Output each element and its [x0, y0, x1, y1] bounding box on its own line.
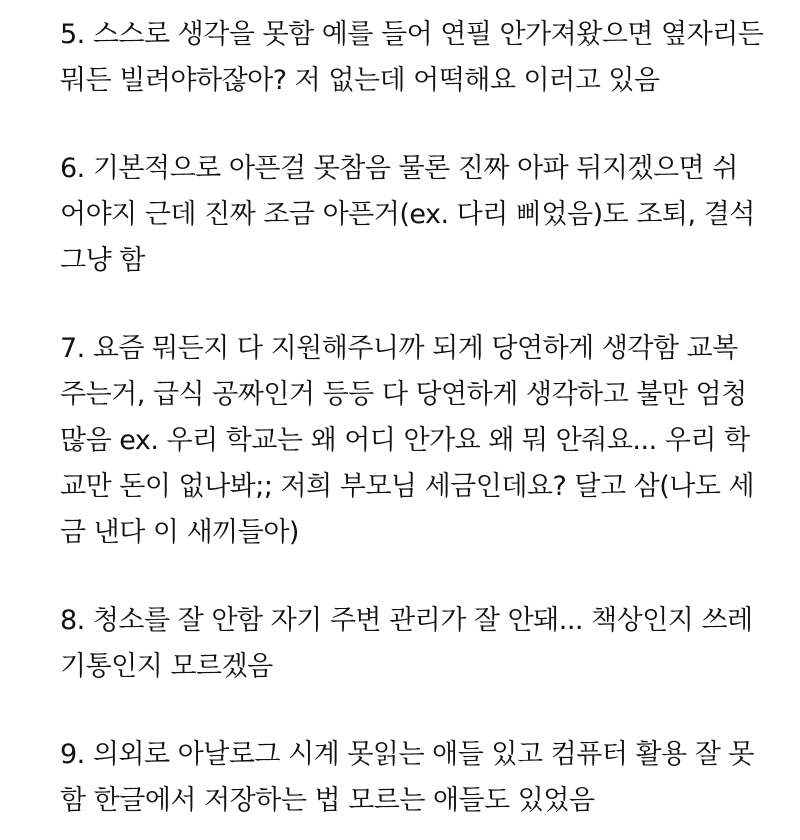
text-line: 8. 청소를 잘 안함 자기 주변 관리가 잘 안돼... 책상인지 쓰레: [60, 605, 753, 636]
list-item-9: [60, 732, 754, 824]
text-line: 금 낸다 이 새끼들아): [60, 517, 299, 548]
list-item-8: [60, 598, 753, 690]
document-body: [60, 12, 764, 824]
text-line: 5. 스스로 생각을 못함 예를 들어 연필 안가져왔으면 옆자리든: [60, 19, 764, 50]
text-line: 9. 의외로 아날로그 시계 못읽는 애들 있고 컴퓨터 활용 잘 못: [60, 739, 754, 770]
text-line: 7. 요즘 뭐든지 다 지원해주니까 되게 당연하게 생각함 교복: [60, 333, 738, 364]
list-item-6: [60, 146, 755, 284]
text-line: 교만 돈이 없나봐;; 저희 부모님 세금인데요? 달고 삼(나도 세: [60, 471, 755, 502]
text-line: 뭐든 빌려야하잖아? 저 없는데 어떡해요 이러고 있음: [60, 65, 660, 96]
text-line: 어야지 근데 진짜 조금 아픈거(ex. 다리 삐었음)도 조퇴, 결석: [60, 199, 755, 230]
text-line: 기통인지 모르겠음: [60, 651, 273, 682]
text-line: 6. 기본적으로 아픈걸 못참음 물론 진짜 아파 뒤지겠으면 쉬: [60, 153, 738, 184]
list-item-7: [60, 326, 755, 556]
text-line: 많음 ex. 우리 학교는 왜 어디 안가요 왜 뭐 안줘요... 우리 학: [60, 425, 750, 456]
text-line: 그냥 함: [60, 245, 145, 276]
text-line: 함 한글에서 저장하는 법 모르는 애들도 있었음: [60, 785, 595, 816]
text-line: 주는거, 급식 공짜인거 등등 다 당연하게 생각하고 불만 엄청: [60, 379, 747, 410]
list-item-5: [60, 12, 764, 104]
